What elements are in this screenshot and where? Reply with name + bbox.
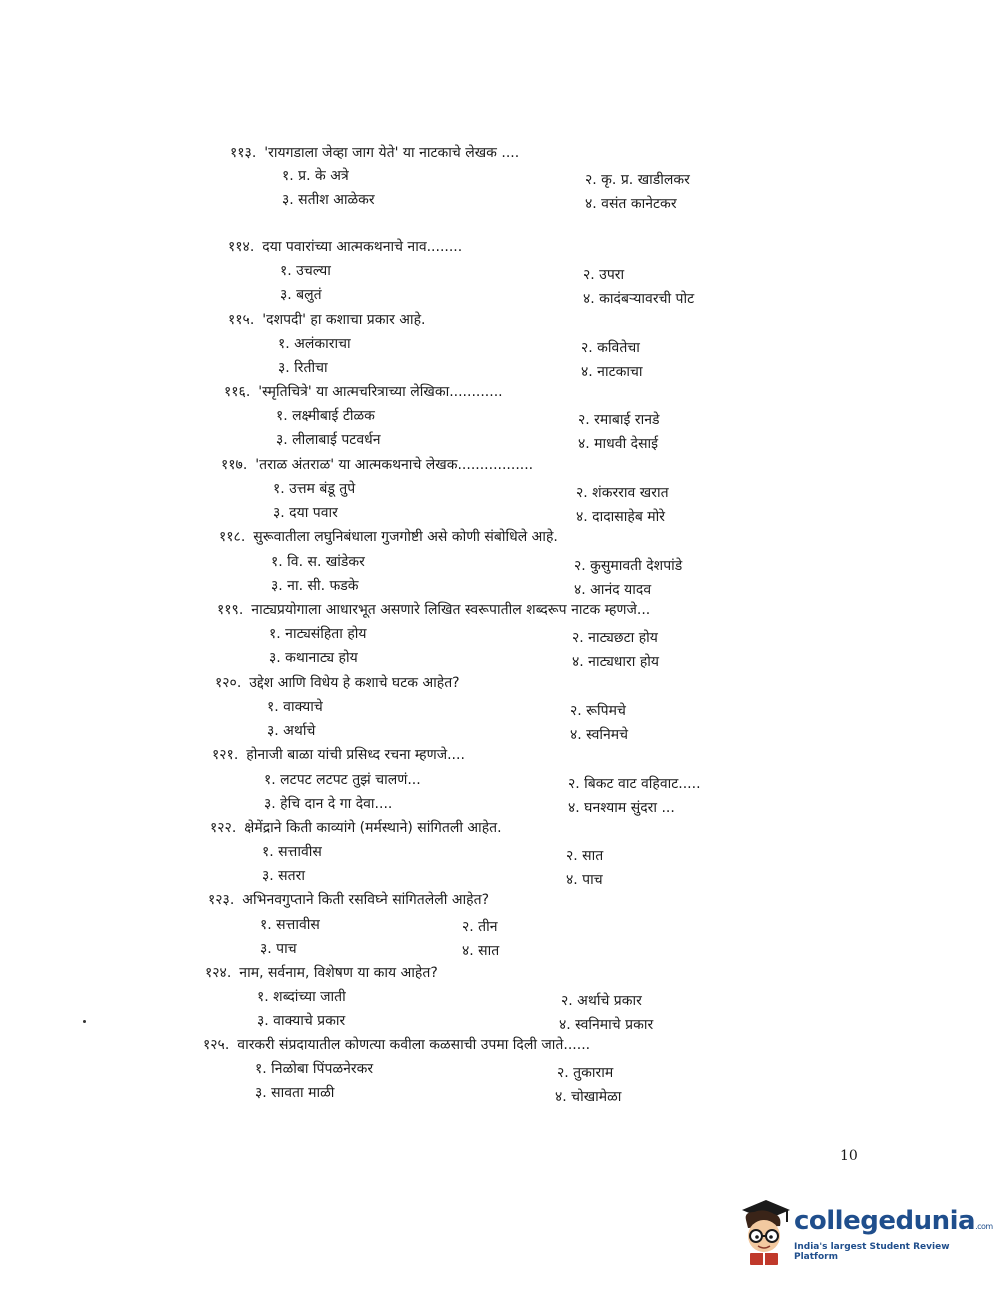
option: २. बिकट वाट वहिवाट..... [568, 776, 701, 792]
logo-domain-suffix: .com [975, 1222, 993, 1231]
option: २. शंकरराव खरात [576, 485, 669, 501]
scan-speck [83, 1020, 86, 1023]
option: १. उत्तम बंडू तुपे [273, 481, 356, 497]
option: ४. नाट्यधारा होय [572, 654, 660, 670]
option: ४. सात [462, 943, 500, 959]
option: ३. वाक्याचे प्रकार [257, 1013, 346, 1029]
question: १२१. होनाजी बाळा यांची प्रसिध्द रचना म्हणजे.... [212, 747, 465, 763]
option: ४. स्वनिमाचे प्रकार [559, 1017, 654, 1033]
option: ४. कादंबऱ्यावरची पोट [583, 291, 695, 307]
option: २. कुसुमावती देशपांडे [574, 558, 683, 574]
question: १२३. अभिनवगुप्ताने किती रसविघ्ने सांगितलेली आहेत? [208, 892, 489, 908]
option: ३. हेचि दान दे गा देवा.... [264, 796, 393, 812]
option: ३. अर्थाचे [267, 723, 316, 739]
option: ३. पाच [260, 941, 297, 957]
option: ३. लीलाबाई पटवर्धन [276, 432, 381, 448]
option: ३. दया पवार [273, 505, 338, 521]
option: ३. सावता माळी [255, 1085, 335, 1101]
option: ४. वसंत कानेटकर [585, 196, 677, 212]
question: ११८. सुरूवातीला लघुनिबंधाला गुजगोष्टी असे कोणी संबोधिले आहे. [219, 529, 558, 545]
option: ४. आनंद यादव [574, 582, 652, 598]
logo-wordmark: collegedunia [794, 1206, 976, 1236]
question: १२२. क्षेमेंद्राने किती काव्यांगे (मर्मस्थाने) सांगितली आहेत. [210, 820, 502, 836]
option: १. वि. स. खांडेकर [271, 554, 365, 570]
option: २. रमाबाई रानडे [578, 412, 660, 428]
page-number: 10 [840, 1148, 858, 1164]
option: २. रूपिमचे [570, 703, 626, 719]
option: १. निळोबा पिंपळनेरकर [255, 1061, 374, 1077]
option: १. लटपट लटपट तुझं चालणं... [264, 772, 421, 788]
option: ४. माधवी देसाई [578, 436, 659, 452]
option: ३. बलुतं [280, 287, 322, 303]
option: ४. दादासाहेब मोरे [576, 509, 665, 525]
option: ३. कथानाट्य होय [269, 650, 358, 666]
option: ४. स्वनिमचे [570, 727, 629, 743]
option: १. उचल्या [280, 263, 331, 279]
question: १२४. नाम, सर्वनाम, विशेषण या काय आहेत? [205, 965, 438, 981]
mascot-icon [736, 1198, 792, 1268]
option: २. नाट्यछटा होय [572, 630, 658, 646]
option: १. वाक्याचे [267, 699, 323, 715]
option: ३. सतरा [262, 868, 305, 884]
option: १. अलंकाराचा [278, 336, 351, 352]
option: १. प्र. के अत्रे [282, 168, 349, 184]
option: ३. रितीचा [278, 360, 328, 376]
logo-tagline: India's largest Student Review Platform [794, 1242, 950, 1262]
option: ४. पाच [566, 872, 603, 888]
option: ३. सतीश आळेकर [282, 192, 375, 208]
option: १. लक्ष्मीबाई टीळक [276, 408, 375, 424]
option: ४. घनश्याम सुंदरा ... [568, 800, 675, 816]
option: ४. नाटकाचा [581, 364, 643, 380]
question: ११३. 'रायगडाला जेव्हा जाग येते' या नाटकाचे लेखक .... [230, 145, 520, 161]
option: १. सत्तावीस [260, 917, 320, 933]
option: ४. चोखामेळा [555, 1089, 622, 1105]
option: २. अर्थाचे प्रकार [561, 993, 642, 1009]
option: १. शब्दांच्या जाती [257, 989, 346, 1005]
option: २. तुकाराम [557, 1065, 614, 1081]
option: २. कवितेचा [581, 340, 640, 356]
option: २. उपरा [583, 267, 625, 283]
question: १२५. वारकरी संप्रदायातील कोणत्या कवीला कळसाची उपमा दिली जाते...... [203, 1037, 591, 1053]
option: १. सत्तावीस [262, 844, 322, 860]
question: ११९. नाट्यप्रयोगाला आधारभूत असणारे लिखित स्वरूपातील शब्दरूप नाटक म्हणजे... [217, 602, 651, 618]
option: ३. ना. सी. फडके [271, 578, 359, 594]
option: २. कृ. प्र. खाडीलकर [585, 172, 690, 188]
question: ११४. दया पवारांच्या आत्मकथनाचे नाव........ [228, 239, 463, 255]
option: २. तीन [462, 919, 498, 935]
option: १. नाट्यसंहिता होय [269, 626, 367, 642]
option: २. सात [566, 848, 604, 864]
collegedunia-logo [736, 1198, 993, 1268]
question: ११७. 'तराळ अंतराळ' या आत्मकथनाचे लेखक................. [221, 457, 534, 473]
question: ११६. 'स्मृतिचित्रे' या आत्मचरित्राच्या लेखिका............ [224, 384, 503, 400]
question: ११५. 'दशपदी' हा कशाचा प्रकार आहे. [228, 312, 426, 328]
question: १२०. उद्देश आणि विधेय हे कशाचे घटक आहेत? [215, 675, 460, 691]
